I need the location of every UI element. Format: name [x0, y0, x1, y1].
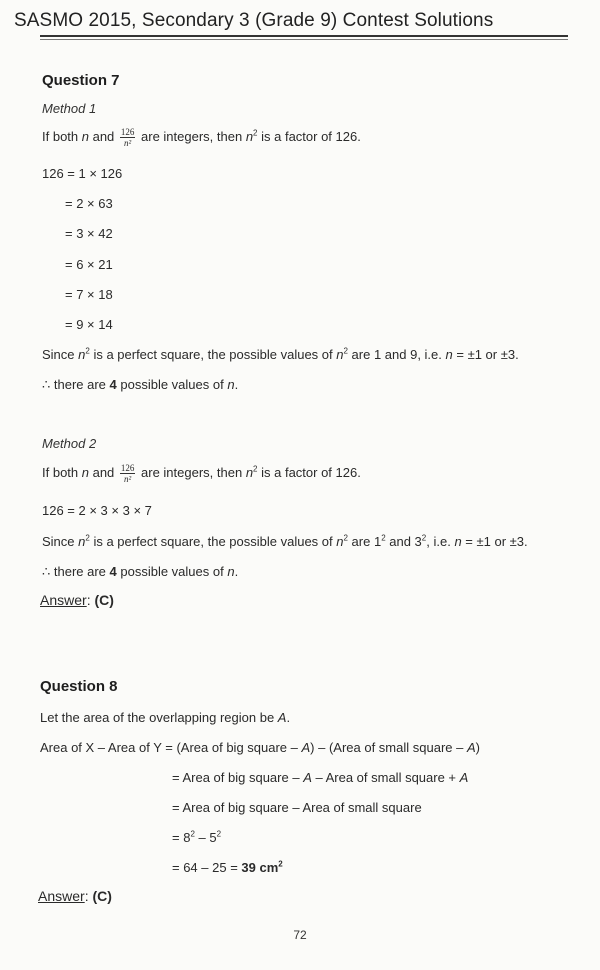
- running-header: SASMO 2015, Secondary 3 (Grade 9) Contest Solutions: [14, 10, 494, 31]
- question-8-equation-line-2: = Area of big square – A – Area of small square + A: [172, 770, 469, 785]
- question-8-equation-line-4: = $8^2 - 5^2$: [172, 829, 222, 845]
- fraction-126-over-n-squared: $\frac{126}{\text{n²}}$: [120, 127, 135, 148]
- question-8-heading: Question 8: [40, 678, 118, 695]
- method-2-intro: If both n and $\frac{126}{\text{n²}}$ are integers, then $n^2$ is a factor of 126.: [42, 463, 361, 484]
- header-rule-thin: [40, 39, 568, 40]
- question-7-answer: Answer: (C): [40, 592, 114, 608]
- prime-factorization: 126 = 2 × 3 × 3 × 7: [42, 503, 152, 518]
- method-2-label: Method 2: [42, 436, 97, 451]
- method-2-conclusion: ∴ there are 4 possible values of n.: [42, 564, 239, 579]
- question-8-let-line: Let the area of the overlapping region be A.: [40, 710, 291, 725]
- factorization-line: = 7 × 18: [65, 287, 113, 302]
- factorization-line: = 2 × 63: [65, 196, 113, 211]
- method-1-intro: If both n and $\frac{126}{\text{n²}}$ are integers, then $n^2$ is a factor of 126.: [42, 127, 361, 148]
- question-8-equation-line-3: = Area of big square – Area of small square: [172, 800, 422, 815]
- question-8-equation-line-1: Area of X – Area of Y = (Area of big square – A) – (Area of small square – A): [40, 740, 480, 755]
- factorization-line: 126 = 1 × 126: [42, 166, 123, 181]
- question-8-equation-line-5: = 64 – 25 = 39 $cm^2$: [172, 859, 283, 875]
- method-1-label: Method 1: [42, 101, 97, 116]
- question-7-heading: Question 7: [42, 72, 120, 89]
- factorization-line: = 9 × 14: [65, 317, 113, 332]
- fraction-126-over-n-squared: $\frac{126}{\text{n²}}$: [120, 463, 135, 484]
- method-2-since-line: Since $n^2$ is a perfect square, the possible values of $n^2$ are $1^2$ and $3^2$, i.e. n = ±1 or ±3.: [42, 533, 528, 549]
- question-8-answer: Answer: (C): [38, 888, 112, 904]
- method-1-since-line: Since $n^2$ is a perfect square, the possible values of $n^2$ are 1 and 9, i.e. n = ±1 or ±3.: [42, 346, 519, 362]
- page-number: 72: [293, 928, 307, 942]
- header-rule: [40, 35, 568, 37]
- factorization-line: = 6 × 21: [65, 257, 113, 272]
- factorization-line: = 3 × 42: [65, 226, 113, 241]
- method-1-conclusion: ∴ there are 4 possible values of n.: [42, 377, 239, 392]
